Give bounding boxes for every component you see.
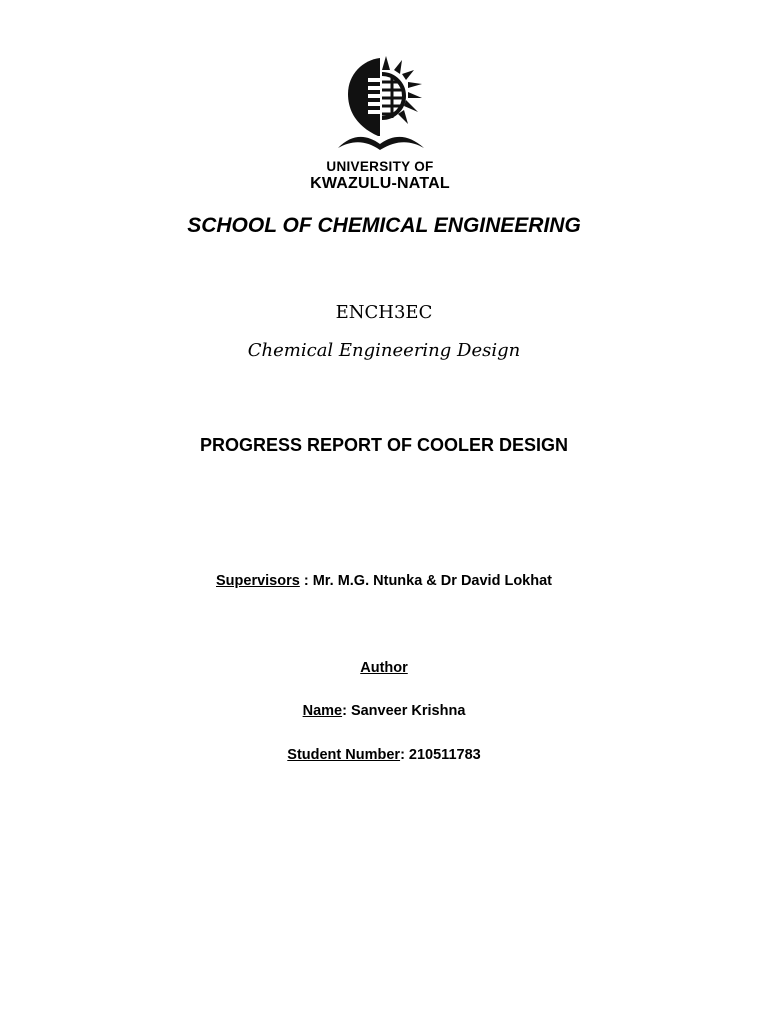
student-number-line	[0, 745, 768, 765]
supervisors-separator: :	[299, 573, 313, 589]
author-heading-text: Author	[360, 660, 408, 676]
logo-text-kwazulu-natal: KWAZULU-NATAL	[310, 175, 450, 192]
school-title: SCHOOL OF CHEMICAL ENGINEERING	[187, 214, 581, 237]
author-name-line	[0, 701, 768, 721]
course-name: Chemical Engineering Design	[247, 340, 521, 361]
student-number-value: : 210511783	[400, 747, 481, 763]
supervisors-label: Supervisors	[216, 573, 300, 589]
shield-sun-logo-icon	[300, 52, 460, 160]
name-value: : Sanveer Krishna	[342, 703, 466, 719]
supervisors-line	[0, 571, 768, 591]
university-logo	[300, 52, 460, 197]
name-label: Name	[302, 703, 343, 719]
author-heading	[0, 658, 768, 678]
logo-text-university-of: UNIVERSITY OF	[326, 159, 434, 174]
report-title: PROGRESS REPORT OF COOLER DESIGN	[199, 435, 569, 455]
supervisors-value: Mr. M.G. Ntunka & Dr David Lokhat	[312, 573, 552, 589]
course-code: ENCH3EC	[335, 302, 433, 323]
student-number-label: Student Number	[287, 747, 401, 763]
